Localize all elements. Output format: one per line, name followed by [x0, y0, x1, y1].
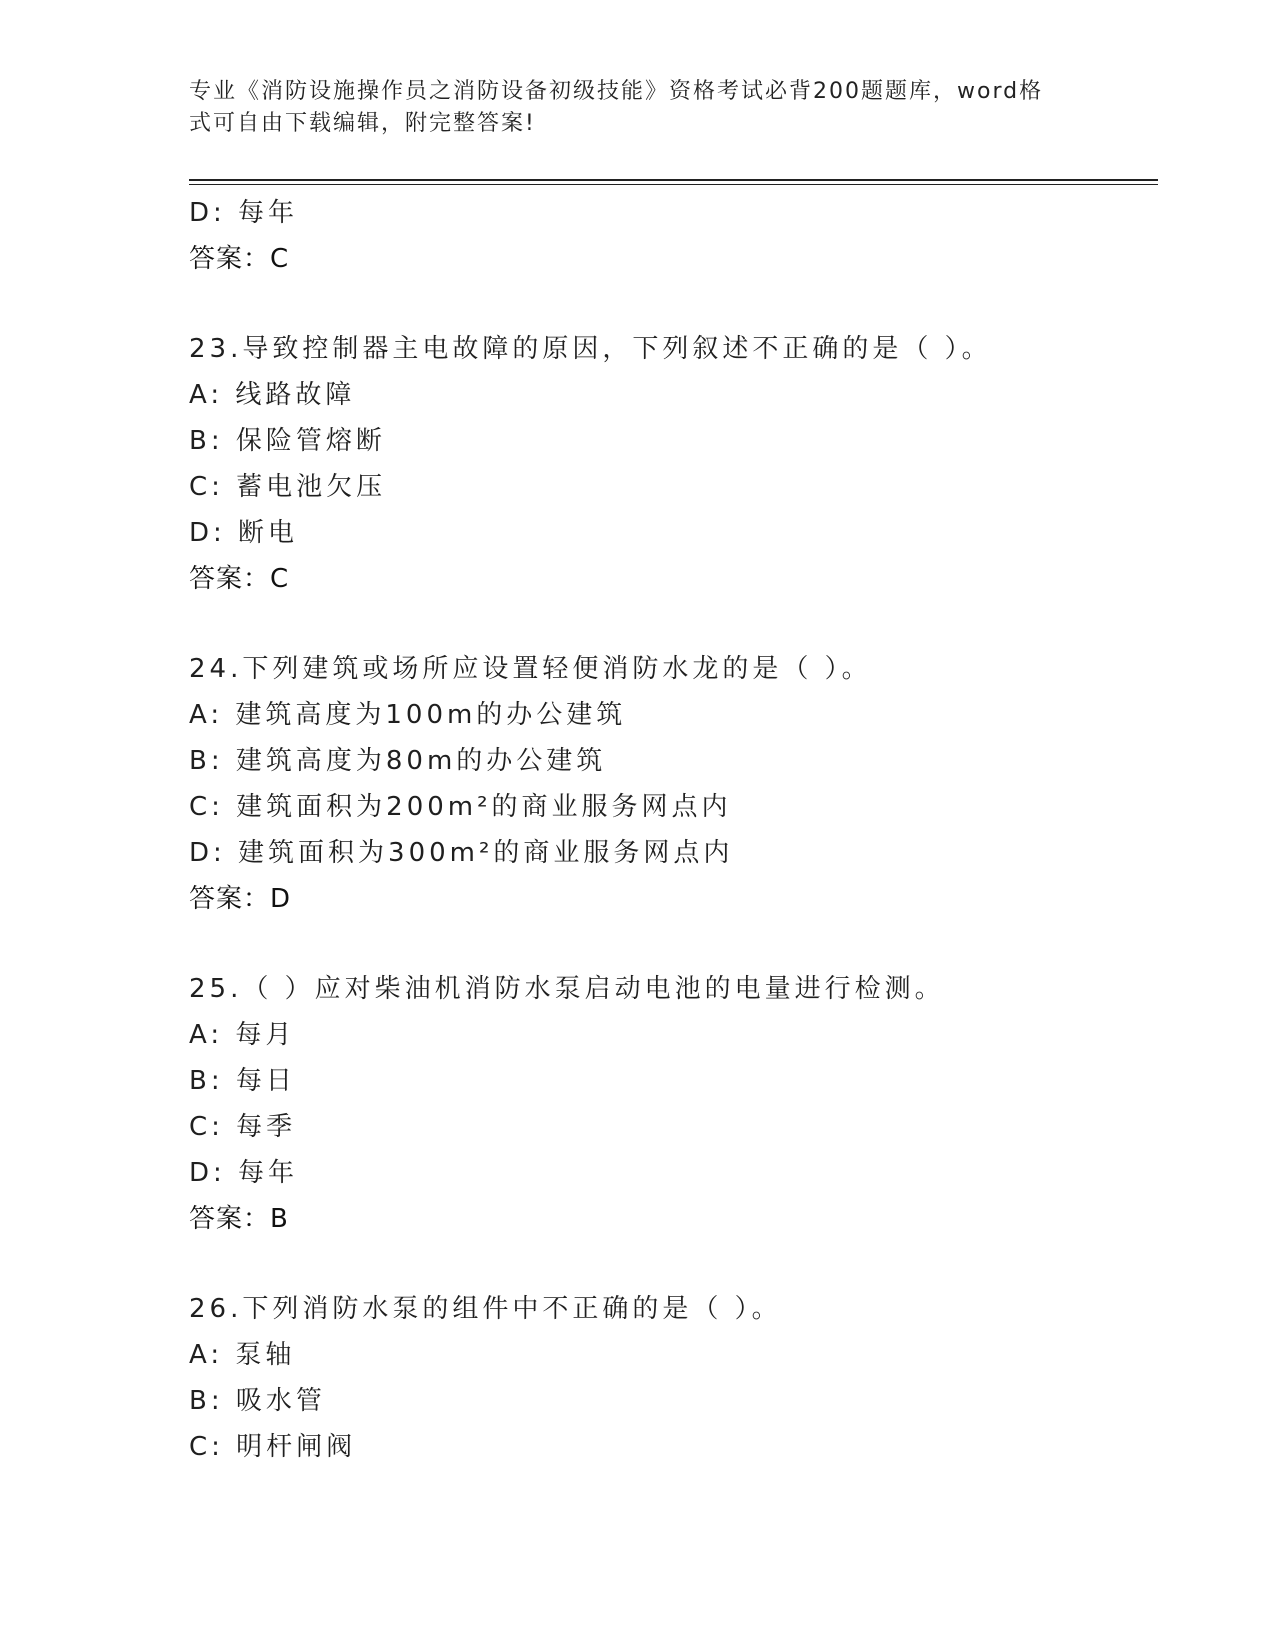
option-d: D: 建筑面积为300m²的商业服务网点内: [189, 838, 734, 868]
answer: 答案：C: [189, 564, 290, 594]
answer: 答案：D: [189, 884, 292, 914]
option-c: C: 蓄电池欠压: [189, 472, 387, 502]
spacer: [189, 1242, 1158, 1286]
question-23: [189, 326, 1158, 602]
question-24: [189, 646, 1158, 922]
question-25: [189, 966, 1158, 1242]
answer: 答案：B: [189, 1204, 289, 1234]
spacer: [189, 282, 1158, 326]
option-a: A: 每月: [189, 1020, 296, 1050]
option-b: B: 保险管熔断: [189, 426, 386, 456]
option-d: D: 每年: [189, 198, 299, 228]
option-c: C: 每季: [189, 1112, 297, 1142]
header-rule-thin: [189, 184, 1158, 185]
question-stem: 25.（ ）应对柴油机消防水泵启动电池的电量进行检测。: [189, 974, 945, 1004]
answer: 答案：C: [189, 244, 290, 274]
page-header: [189, 76, 1069, 140]
question-stem: 24.下列建筑或场所应设置轻便消防水龙的是（ ）。: [189, 654, 872, 684]
option-a: A: 建筑高度为100m的办公建筑: [189, 700, 627, 730]
header-line-2: 式可自由下载编辑，附完整答案!: [189, 111, 536, 136]
question-fragment: [189, 190, 1158, 282]
option-c: C: 建筑面积为200m²的商业服务网点内: [189, 792, 732, 822]
question-26: [189, 1286, 1158, 1470]
option-d: D: 每年: [189, 1158, 299, 1188]
header-line-1: 专业《消防设施操作员之消防设备初级技能》资格考试必背200题题库，word格: [189, 79, 1044, 104]
option-c: C: 明杆闸阀: [189, 1432, 357, 1462]
option-b: B: 每日: [189, 1066, 296, 1096]
spacer: [189, 922, 1158, 966]
spacer: [189, 602, 1158, 646]
header-rule-thick: [189, 179, 1158, 181]
option-b: B: 建筑高度为80m的办公建筑: [189, 746, 607, 776]
question-stem: 26.下列消防水泵的组件中不正确的是（ ）。: [189, 1294, 782, 1324]
option-a: A: 线路故障: [189, 380, 356, 410]
option-b: B: 吸水管: [189, 1386, 326, 1416]
question-stem: 23.导致控制器主电故障的原因，下列叙述不正确的是（ ）。: [189, 334, 992, 364]
question-list: [189, 190, 1158, 1470]
option-d: D: 断电: [189, 518, 299, 548]
option-a: A: 泵轴: [189, 1340, 296, 1370]
